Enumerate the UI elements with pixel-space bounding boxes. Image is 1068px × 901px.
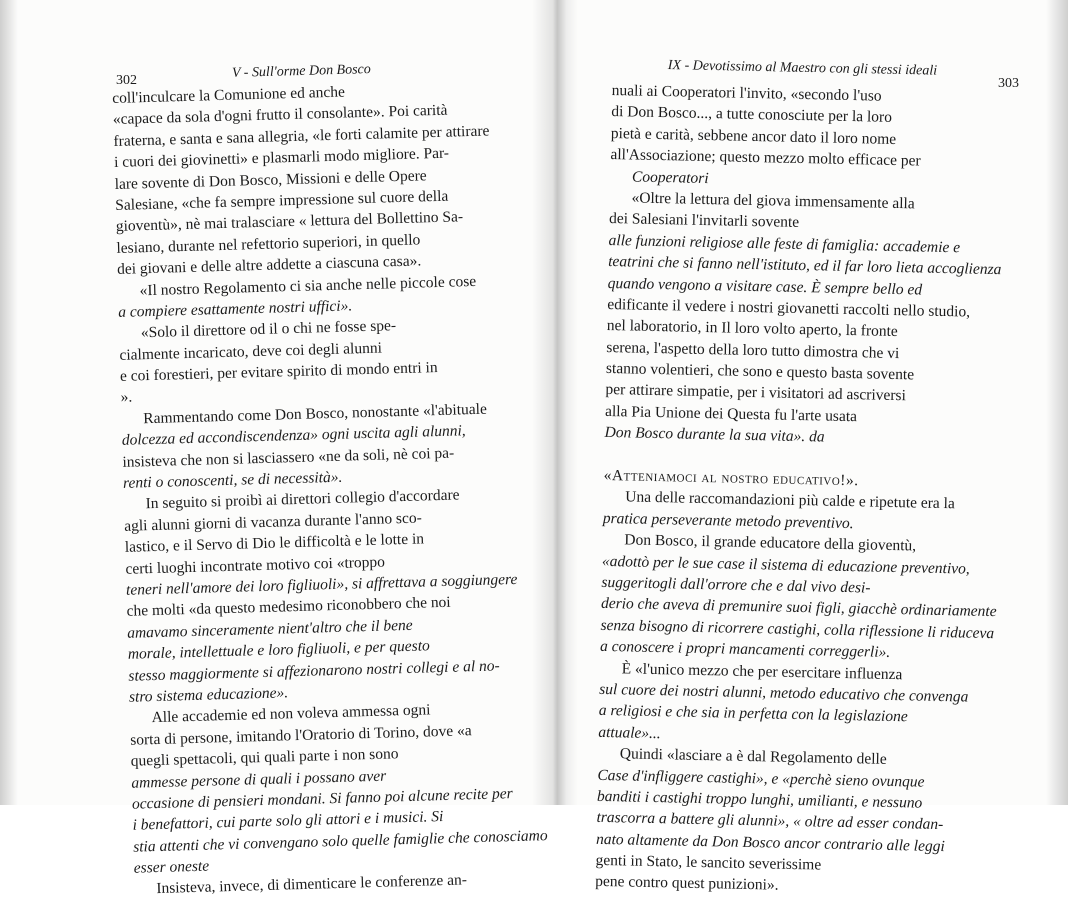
text-line: che molti «da questo medesimo riconobbero che noi <box>126 594 451 621</box>
text-line: i benefattori, cui parte solo gli attori e i musici. Si <box>132 808 444 834</box>
text-line: occasione di pensieri mondani. Si fanno poi alcune recite per <box>131 784 513 813</box>
text-line: pratica perseverante metodo preventivo. <box>602 509 854 532</box>
text-line: suggeritogli dall'orrore che e dal vivo desi- <box>601 573 871 597</box>
text-line: lare sovente di Don Bosco, Missioni e delle Opere <box>114 166 427 193</box>
text-line: Alle accademie ed non voleva ammessa ogni <box>151 701 431 727</box>
text-line: stanno volentieri, che sono e questo basta sovente <box>605 360 915 384</box>
text-line: pietà e carità, sebbene ancor dato il loro nome <box>610 124 897 148</box>
text-line: Rammentando come Don Bosco, nonostante «l'abituale <box>143 400 488 428</box>
right-page-shadow <box>1046 0 1068 805</box>
text-line: Cooperatori <box>631 168 709 187</box>
text-line: pene contro quest punizioni». <box>595 873 779 895</box>
left-page-shadow <box>0 0 18 805</box>
left-running-header: V - Sull'orme Don Bosco <box>231 62 372 81</box>
text-line: È «l'unico mezzo che per esercitare influenza <box>621 659 903 683</box>
text-line: agli alunni giorni di vacanza durante l'anno sco- <box>124 509 422 535</box>
left-page-number: 302 <box>116 73 137 88</box>
text-line: di Don Bosco..., a tutte conosciute per la loro <box>611 103 893 127</box>
text-line: senza bisogno di ricorrere castighi, colla riflessione li riduceva <box>600 616 995 642</box>
text-line: a religiosi e che sia in perfetta con la legislazione <box>598 702 908 726</box>
text-line: alle funzioni religiose alle feste di famiglia: accademie e <box>608 231 961 257</box>
text-line: coll'inculcare la Comunione ed anche <box>112 83 346 107</box>
text-line: amavamo sinceramente nient'altro che il bene <box>126 616 413 642</box>
text-line: renti o conoscenti, se di necessità». <box>122 468 343 492</box>
text-line: sorta di persone, imitando l'Oratorio di Torino, dove «a <box>129 721 472 749</box>
text-line: In seguito si proibì ai direttori collegio d'accordare <box>145 486 460 513</box>
text-line: e coi forestieri, per evitare spirito di mondo entri in <box>119 359 438 385</box>
text-line: nato altamente da Don Bosco ancor contrario alle leggi <box>595 830 945 855</box>
text-line: all'Associazione; questo mezzo molto efficace per <box>610 146 921 170</box>
text-line: «adottò per le sue case il sistema di educazione preventivo, <box>601 552 970 578</box>
text-line: «Il nostro Regolamento ci sia anche nelle piccole cose <box>139 272 477 299</box>
text-line: Una delle raccomandazioni più calde e ripetute era la <box>625 488 956 513</box>
text-line: insisteva che non si lasciassero «ne da soli, nè coi pa- <box>122 444 455 471</box>
text-line: a conoscere i propri mancamenti correggerli». <box>599 638 891 662</box>
text-line: Salesiane, «che fa sempre impressione sul cuore della <box>115 187 449 214</box>
right-page-number: 303 <box>998 76 1019 91</box>
text-line: attuale»... <box>598 723 661 742</box>
text-line: a compiere esattamente nostri uffici». <box>118 297 353 321</box>
text-line: «capace da sola d'ogni frutto il consolante». Poi carità <box>112 102 448 129</box>
text-line: morale, intellettuale e loro figliuoli, e per questo <box>127 637 431 663</box>
text-line: dolcezza ed accondiscendenza» ogni uscita agli alunni, <box>121 422 466 450</box>
text-line: derio che aveva di premunire suoi figli, giacchè ordinariamente <box>600 595 997 621</box>
text-line: edificante il vedere i nostri giovanetti raccolti nello studio, <box>607 295 971 321</box>
text-line: nuali ai Cooperatori l'invito, «secondo l'uso <box>611 81 882 105</box>
text-line: Case d'infliggere castighi», e «perchè sieno ovunque <box>597 766 925 791</box>
text-line: gioventù», nè mai tralasciare « lettura del Bollettino Sa- <box>115 208 464 236</box>
right-running-header: IX - Devotissimo al Maestro con gli stessi ideali <box>667 58 938 79</box>
text-line: alla Pia Unione dei Questa fu l'arte usata <box>604 402 858 426</box>
text-line: banditi i castighi troppo lunghi, umilianti, e nessuno <box>596 787 923 812</box>
text-line: serena, l'aspetto della loro tutto dimostra che vi <box>606 338 900 362</box>
text-line: lesiano, durante nel refettorio superiori, in quello <box>116 231 421 257</box>
text-line: quegli spettacoli, qui quali parte i non sono <box>130 745 399 770</box>
text-line: stro sistema educazione». <box>128 684 289 706</box>
text-line: ». <box>120 389 133 407</box>
text-line: sul cuore dei nostri alunni, metodo educativo che convenga <box>599 680 969 706</box>
text-line: Don Bosco, il grande educatore della gioventù, <box>624 531 917 555</box>
text-line: stia attenti che vi convengano solo quelle famiglie che conosciamo <box>132 826 548 856</box>
text-line: «Atteniamoci al nostro educativo!». <box>603 466 859 490</box>
text-line: cialmente incaricato, deve coi degli alunni <box>119 339 383 364</box>
text-line: Quindi «lasciare a è dal Regolamento delle <box>619 745 887 769</box>
text-line: nel laboratorio, in Il loro volto aperto, la fronte <box>606 317 898 341</box>
text-line: esser oneste <box>133 857 210 877</box>
text-line: stesso maggiormente si affezionarono nostri collegi e al no- <box>128 656 500 685</box>
text-line: «Oltre la lettura del giova immensamente alla <box>631 189 915 213</box>
text-line: ammesse persone di quali i possano aver <box>131 767 387 792</box>
left-page-text <box>112 76 560 900</box>
text-line: quando vengono a visitare case. È sempre bello ed <box>607 274 923 299</box>
book-gutter <box>532 0 578 805</box>
text-line: i cuori dei giovinetti» e plasmarli modo migliore. Par- <box>113 144 450 172</box>
text-line: trascorra a battere gli alunni», « oltre ad esser condan- <box>596 809 944 834</box>
text-line: Don Bosco durante la sua vita». da <box>604 424 825 446</box>
right-page-text <box>595 80 1012 901</box>
text-line: teneri nell'amore dei loro figliuoli», si affrettava a soggiungere <box>125 570 518 599</box>
text-line: Insisteva, invece, di dimenticare le conferenze an- <box>156 871 468 898</box>
text-line: dei Salesiani l'invitarli sovente <box>608 210 800 232</box>
text-line: per attirare simpatie, per i visitatori ad ascriversi <box>605 381 907 405</box>
text-line: lastico, e il Servo di Dio le difficoltà e le lotte in <box>124 530 425 557</box>
text-line: dei giovani e delle altre addette a ciascuna casa». <box>116 252 422 279</box>
text-line: genti in Stato, le sancito severissime <box>595 851 822 874</box>
text-line: teatrini che si fanno nell'istituto, ed il far loro lieta accoglienza <box>608 253 1002 279</box>
text-line: certi luoghi incontrate motivo coi «troppo <box>125 553 386 578</box>
text-line: «Solo il direttore od il o chi ne fosse spe- <box>140 317 397 342</box>
text-line: fraterna, e santa e sana allegria, «le forti calamite per attirare <box>113 122 490 150</box>
